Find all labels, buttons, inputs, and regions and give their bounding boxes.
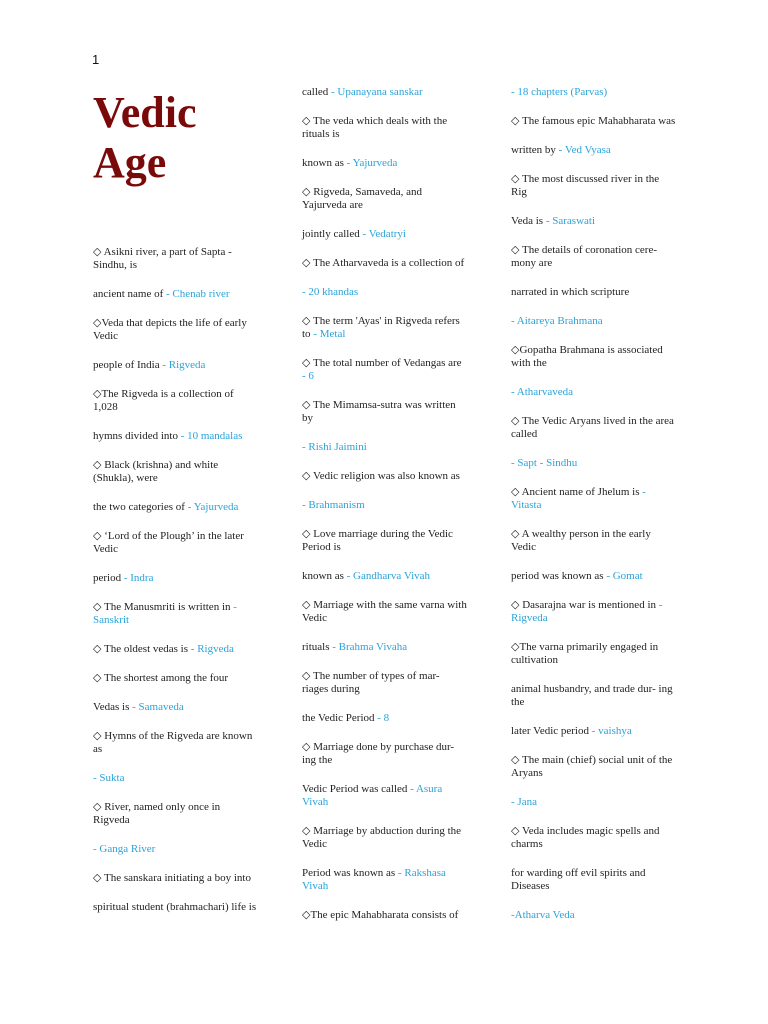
quiz-paragraph	[511, 683, 676, 709]
answer-text: - Yajurveda	[184, 501, 239, 513]
paragraph-text: ◇ River, named only once in Rigveda	[93, 801, 221, 826]
paragraph-text: ◇ Hymns of the Rigveda are known as	[93, 730, 253, 755]
answer-text: - Vedatryi	[359, 228, 406, 240]
quiz-paragraph	[511, 344, 676, 370]
paragraph-text: ◇ Dasarajna war is mentioned in	[511, 599, 656, 611]
paragraph-text: Period was known as	[302, 867, 396, 879]
answer-text: - Rigveda	[159, 359, 206, 371]
quiz-paragraph	[302, 499, 467, 512]
paragraph-text: ◇ The Atharvaveda is a collection of	[302, 257, 465, 269]
paragraph-text: hymns divided into	[93, 430, 178, 442]
paragraph-text: ◇The Rigveda is a collection of 1,028	[93, 388, 234, 413]
quiz-paragraph	[511, 528, 676, 554]
answer-text: - Saraswati	[543, 215, 596, 227]
answer-text: - 8	[374, 712, 390, 724]
quiz-paragraph	[93, 843, 258, 856]
paragraph-text: jointly called	[302, 228, 360, 240]
answer-text: - Rigveda	[511, 599, 663, 624]
paragraph-text: ◇ A wealthy person in the early Vedic	[511, 528, 651, 553]
quiz-paragraph	[93, 288, 258, 301]
answer-text: - Sanskrit	[93, 601, 237, 626]
quiz-paragraph	[93, 430, 258, 443]
answer-text: - Brahma Vivaha	[329, 641, 408, 653]
paragraph-text: ◇ Black (krishna) and white (Shukla), were	[93, 459, 219, 484]
paragraph-text: ◇ The term 'Ayas' in Rigveda refers to	[302, 315, 460, 340]
answer-text: - Ganga River	[93, 843, 156, 855]
text-column-1	[93, 246, 258, 930]
quiz-paragraph	[511, 641, 676, 667]
quiz-paragraph	[93, 572, 258, 585]
paragraph-text: for warding off evil spirits and Diseases	[511, 867, 646, 892]
paragraph-text: rituals	[302, 641, 330, 653]
quiz-paragraph	[511, 115, 676, 128]
paragraph-text: called	[302, 86, 329, 98]
answer-text: - Gandharva Vivah	[343, 570, 431, 582]
paragraph-text: ◇ The oldest vedas is	[93, 643, 189, 655]
paragraph-text: ◇The varna primarily engaged in cultivation	[511, 641, 659, 666]
paragraph-text: ◇ The most discussed river in the Rig	[511, 173, 660, 198]
paragraph-text: animal husbandry, and trade dur- ing the	[511, 683, 673, 708]
quiz-paragraph	[302, 441, 467, 454]
paragraph-text: narrated in which scripture	[511, 286, 630, 298]
paragraph-text: later Vedic period	[511, 725, 589, 737]
quiz-paragraph	[302, 528, 467, 554]
quiz-paragraph	[302, 470, 467, 483]
paragraph-text: period	[93, 572, 122, 584]
answer-text: - Metal	[310, 328, 346, 340]
answer-text: - 6	[302, 370, 314, 382]
paragraph-text: ◇ Marriage by abduction during the Vedic	[302, 825, 462, 850]
answer-text: - 18 chapters (Parvas)	[511, 86, 608, 98]
paragraph-text: ◇Veda that depicts the life of early Vedic	[93, 317, 247, 342]
paragraph-text: Vedic Period was called	[302, 783, 408, 795]
paragraph-text: written by	[511, 144, 556, 156]
paragraph-text: ◇ The Mimamsa-sutra was written by	[302, 399, 456, 424]
quiz-paragraph	[302, 315, 467, 341]
text-column-2	[302, 86, 467, 938]
text-column-3	[511, 86, 676, 938]
quiz-paragraph	[511, 173, 676, 199]
answer-text: - Samaveda	[129, 701, 184, 713]
paragraph-text: ◇ The sanskara initiating a boy into	[93, 872, 251, 884]
quiz-paragraph	[302, 228, 467, 241]
quiz-paragraph	[302, 157, 467, 170]
paragraph-text: people of India	[93, 359, 160, 371]
paragraph-text: ◇ Marriage with the same varna with Vedic	[302, 599, 467, 624]
quiz-paragraph	[511, 909, 676, 922]
quiz-paragraph	[302, 570, 467, 583]
paragraph-text: ◇ Vedic religion was also known as	[302, 470, 460, 482]
quiz-paragraph	[511, 86, 676, 99]
answer-text: - Indra	[121, 572, 154, 584]
quiz-paragraph	[302, 741, 467, 767]
quiz-paragraph	[302, 825, 467, 851]
quiz-paragraph	[511, 725, 676, 738]
paragraph-text: spiritual student (brahmachari) life is	[93, 901, 257, 913]
paragraph-text: ◇ Rigveda, Samaveda, and Yajurveda are	[302, 186, 422, 211]
quiz-paragraph	[511, 599, 676, 625]
quiz-paragraph	[511, 867, 676, 893]
answer-text: - Gomat	[603, 570, 643, 582]
title-line-2: Age	[93, 138, 167, 187]
answer-text: - Sapt - Sindhu	[511, 457, 578, 469]
quiz-paragraph	[511, 215, 676, 228]
quiz-paragraph	[302, 357, 467, 383]
quiz-paragraph	[511, 796, 676, 809]
quiz-paragraph	[511, 457, 676, 470]
paragraph-text: the Vedic Period	[302, 712, 375, 724]
paragraph-text: period was known as	[511, 570, 604, 582]
quiz-paragraph	[302, 867, 467, 893]
answer-text: - Rishi Jaimini	[302, 441, 367, 453]
quiz-paragraph	[511, 486, 676, 512]
quiz-paragraph	[302, 399, 467, 425]
quiz-paragraph	[93, 672, 258, 685]
answer-text: - Chenab river	[163, 288, 230, 300]
answer-text: - Rakshasa Vivah	[302, 867, 446, 892]
quiz-paragraph	[93, 459, 258, 485]
paragraph-text: Vedas is	[93, 701, 130, 713]
paragraph-text: ◇Gopatha Brahmana is associated with the	[511, 344, 663, 369]
quiz-paragraph	[511, 754, 676, 780]
quiz-paragraph	[302, 86, 467, 99]
paragraph-text: ◇ The number of types of mar- riages during	[302, 670, 440, 695]
answer-text: - Jana	[511, 796, 537, 808]
paragraph-text: ◇ The famous epic Mahabharata was	[511, 115, 676, 127]
quiz-paragraph	[302, 783, 467, 809]
answer-text: - vaishya	[589, 725, 632, 737]
answer-text: - Brahmanism	[302, 499, 365, 511]
quiz-paragraph	[302, 286, 467, 299]
paragraph-text: ◇ Asikni river, a part of Sapta - Sindhu, is	[93, 246, 232, 271]
quiz-paragraph	[93, 643, 258, 656]
quiz-paragraph	[93, 246, 258, 272]
paragraph-text: Veda is	[511, 215, 544, 227]
paragraph-text: known as	[302, 157, 344, 169]
paragraph-text: ◇The epic Mahabharata consists of	[302, 909, 459, 921]
paragraph-text: ◇ The total number of Vedangas are	[302, 357, 462, 369]
answer-text: -Atharva Veda	[511, 909, 575, 921]
answer-text: - Upanayana sanskar	[328, 86, 423, 98]
paragraph-text: ◇ Veda includes magic spells and charms	[511, 825, 660, 850]
quiz-paragraph	[93, 801, 258, 827]
quiz-paragraph	[511, 286, 676, 299]
answer-text: - Rigveda	[188, 643, 234, 655]
paragraph-text: ◇ The shortest among the four	[93, 672, 229, 684]
paragraph-text: ◇ Love marriage during the Vedic Period is	[302, 528, 453, 553]
quiz-paragraph	[511, 244, 676, 270]
answer-text: - Atharvaveda	[511, 386, 573, 398]
answer-text: - Sukta	[93, 772, 125, 784]
quiz-paragraph	[93, 317, 258, 343]
paragraph-text: ◇ The Vedic Aryans lived in the area called	[511, 415, 674, 440]
quiz-paragraph	[93, 701, 258, 714]
quiz-paragraph	[511, 415, 676, 441]
answer-text: - 10 mandalas	[177, 430, 243, 442]
quiz-paragraph	[302, 909, 467, 922]
answer-text: - Ved Vyasa	[555, 144, 611, 156]
quiz-paragraph	[93, 901, 258, 914]
quiz-paragraph	[302, 670, 467, 696]
paragraph-text: ◇ ‘Lord of the Plough’ in the later Vedic	[93, 530, 244, 555]
quiz-paragraph	[511, 315, 676, 328]
paragraph-text: ◇ The details of coronation cere- mony are	[511, 244, 658, 269]
quiz-paragraph	[511, 825, 676, 851]
answer-text: - Yajurveda	[343, 157, 398, 169]
quiz-paragraph	[302, 599, 467, 625]
quiz-paragraph	[302, 257, 467, 270]
quiz-paragraph	[93, 772, 258, 785]
quiz-paragraph	[302, 712, 467, 725]
answer-text: - Asura Vivah	[302, 783, 443, 808]
quiz-paragraph	[93, 730, 258, 756]
quiz-paragraph	[93, 388, 258, 414]
answer-text: - Vitasta	[511, 486, 646, 511]
paragraph-text: ancient name of	[93, 288, 164, 300]
quiz-paragraph	[93, 530, 258, 556]
paragraph-text: the two categories of	[93, 501, 185, 513]
quiz-paragraph	[302, 115, 467, 141]
paragraph-text: ◇ Marriage done by purchase dur- ing the	[302, 741, 455, 766]
paragraph-text: ◇ The veda which deals with the rituals is	[302, 115, 448, 140]
title-line-1: Vedic	[93, 88, 197, 137]
quiz-paragraph	[93, 359, 258, 372]
page-title	[93, 88, 197, 188]
quiz-paragraph	[93, 601, 258, 627]
answer-text: - 20 khandas	[302, 286, 359, 298]
quiz-paragraph	[511, 570, 676, 583]
quiz-paragraph	[511, 144, 676, 157]
paragraph-text: ◇ The Manusmriti is written in	[93, 601, 231, 613]
quiz-paragraph	[302, 186, 467, 212]
page-number: 1	[92, 52, 100, 67]
quiz-paragraph	[93, 872, 258, 885]
paragraph-text: known as	[302, 570, 344, 582]
paragraph-text: ◇ Ancient name of Jhelum is	[511, 486, 640, 498]
quiz-paragraph	[511, 386, 676, 399]
answer-text: - Aitareya Brahmana	[511, 315, 603, 327]
quiz-paragraph	[302, 641, 467, 654]
paragraph-text: ◇ The main (chief) social unit of the Aryans	[511, 754, 673, 779]
quiz-paragraph	[93, 501, 258, 514]
